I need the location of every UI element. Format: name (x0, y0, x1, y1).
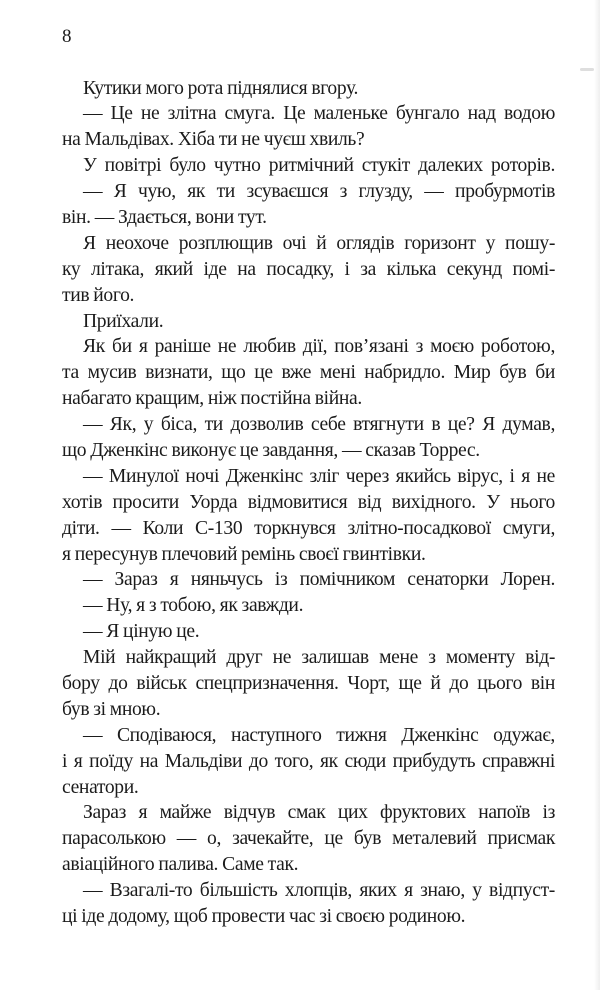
text-line: — Як, у біса, ти дозволив себе втягнути в це? Я думав, (83, 414, 555, 436)
text-line: парасолькою — о, зачекайте, це був металевий присмак (62, 828, 555, 850)
text-line: ці іде додому, щоб провести час зі своєю родиною. (62, 906, 466, 927)
text-line: хотів просити Уорда відмовитися від вихідного. У нього (62, 491, 555, 513)
text-line: — Я чую, як ти зсуваєшся з глузду, — пробурмотів (83, 181, 555, 203)
text-line: я пересунув плечовий ремінь своєї гвинтівки. (62, 543, 426, 565)
text-line: бору до військ спецпризначення. Чорт, ще й до цього він (62, 672, 555, 694)
text-line: що Дженкінс виконує це завдання, — сказав Торрес. (62, 439, 480, 461)
text-line: Зараз я майже відчув смак цих фруктових напоїв із (83, 802, 555, 824)
text-line: Мій найкращий друг не залишав мене з моменту від- (83, 647, 555, 669)
text-line: та мусив визнати, що це вже мені набридло. Мир був би (62, 362, 555, 384)
text-line: сенатори. (62, 776, 139, 798)
text-line: — Взагалі-то більшість хлопців, яких я знаю, у відпуст- (83, 880, 555, 902)
text-line: У повітрі було чутно ритмічний стукіт далеких роторів. (83, 155, 555, 177)
text-line: Приїхали. (83, 310, 164, 332)
text-line: на Мальдівах. Хіба ти не чуєш хвиль? (62, 129, 365, 151)
page-number: 8 (62, 26, 72, 47)
text-line: набагато кращим, ніж постійна війна. (62, 388, 362, 410)
text-line: Як би я раніше не любив дії, пов’язані з моєю роботою, (83, 336, 555, 358)
text-line: тив його. (62, 284, 135, 306)
text-line: — Минулої ночі Дженкінс зліг через якийсь вірус, і я не (83, 465, 555, 487)
text-line: — Це не злітна смуга. Це маленьке бунгало над водою (83, 103, 555, 125)
text-line: Кутики мого рота піднялися вгору. (83, 77, 359, 99)
text-line: ку літака, який іде на посадку, і за кілька секунд помі- (62, 258, 555, 280)
text-line: діти. — Коли С-130 торкнувся злітно-посадкової смуги, (62, 517, 555, 539)
text-line: — Сподіваюся, наступного тижня Дженкінс одужає, (83, 724, 555, 746)
body-text (62, 76, 555, 930)
text-line: був зі мною. (62, 698, 161, 720)
text-line: і я поїду на Мальдіви до того, як сюди прибудуть справжні (62, 750, 555, 772)
text-line: Я неохоче розплющив очі й оглядів горизонт у пошу- (83, 232, 555, 254)
text-line: авіаційного палива. Саме так. (62, 854, 299, 876)
text-line: — Ну, я з тобою, як завжди. (83, 595, 304, 617)
text-line: він. — Здається, вони тут. (62, 206, 267, 228)
text-line: — Я ціную це. (83, 621, 200, 643)
text-line: — Зараз я няньчусь із помічником сенаторки Лорен. (83, 569, 555, 591)
page-edge-shadow (594, 0, 600, 990)
scan-artifact (580, 68, 594, 71)
